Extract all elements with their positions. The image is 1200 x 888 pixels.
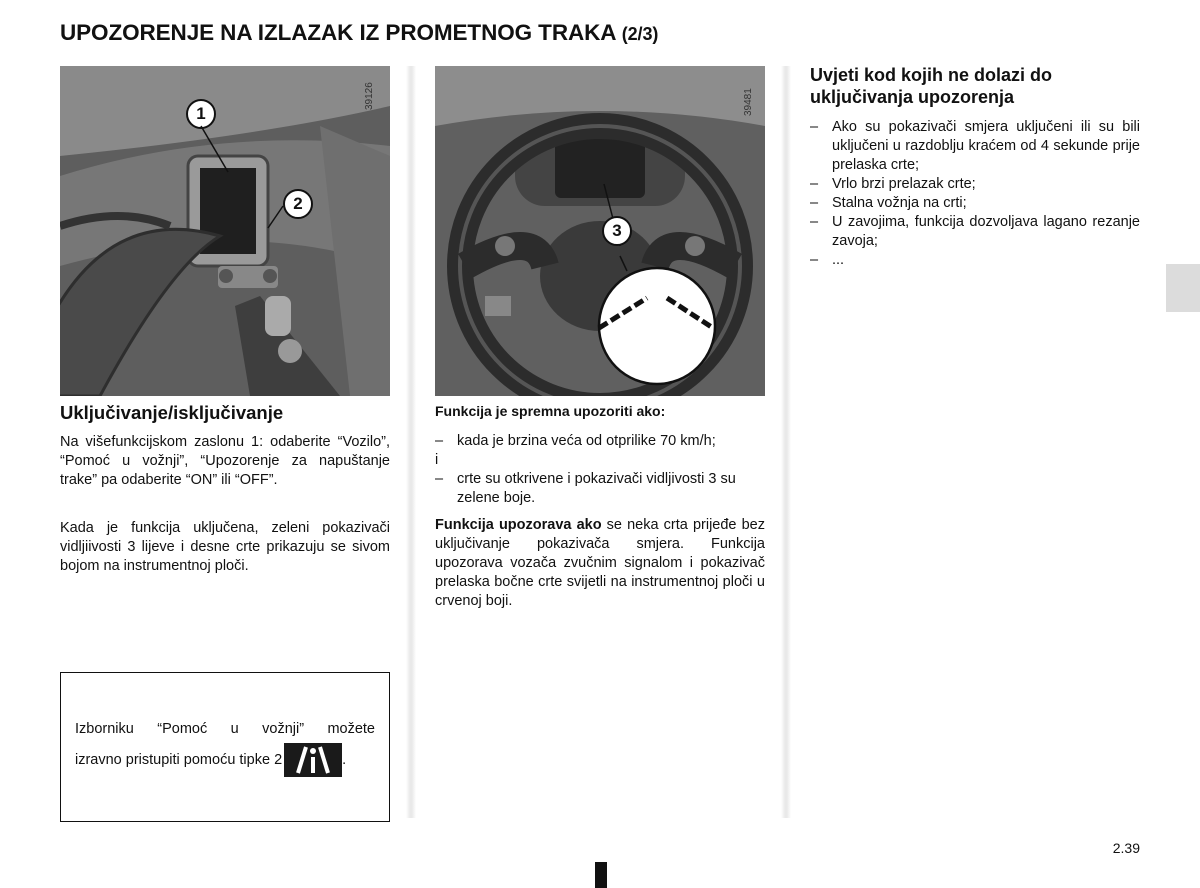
column-divider xyxy=(406,66,416,818)
magnified-lane-indicator xyxy=(435,66,765,396)
list-item: – Vrlo brzi prelazak crte; xyxy=(810,176,976,192)
section-heading: Uvjeti kod kojih ne dolazi do uključivanja upozorenja xyxy=(810,65,1053,107)
section-heading: Uključivanje/isključivanje xyxy=(60,402,284,423)
callout-3: 3 xyxy=(602,216,632,246)
note-text: Izborniku “Pomoć u vožnji” možete xyxy=(75,721,375,737)
paragraph: Funkcija upozorava ako se neka crta prijeđe bez uključivanje pokazivača smjera. Funkcija upozorava vozača zvučnim signalom i pokazivač prelaska bočne crte svijetli na instrumentnoj ploči u crvenoj boji. xyxy=(435,517,765,609)
driving-assist-key-icon xyxy=(284,743,342,777)
paragraph: Na višefunkcijskom zaslonu 1: odaberite “Vozilo”, “Pomoć u vožnji”, “Upozorenje za napuštanje trake” pa odaberite “ON” ili “OFF”. xyxy=(60,434,390,488)
note-text: izravno pristupiti pomoću tipke 2 . xyxy=(75,743,385,777)
conditions-list xyxy=(435,432,765,508)
exceptions-list xyxy=(810,118,1140,270)
figure-code: 39481 xyxy=(743,88,754,116)
page-marker xyxy=(595,862,607,888)
leader-lines xyxy=(0,0,400,400)
section-heading: Funkcija je spremna upozoriti ako: xyxy=(435,403,666,419)
callout-2: 2 xyxy=(283,189,313,219)
page-number: 2.39 xyxy=(1112,840,1140,856)
page-title: UPOZORENJE NA IZLAZAK IZ PROMETNOG TRAKA (2/3) xyxy=(60,20,659,45)
callout-1: 1 xyxy=(186,99,216,129)
list-item: – U zavojima, funkcija dozvoljava lagano rezanje zavoja; xyxy=(810,214,1140,249)
figure-code: 39126 xyxy=(364,82,375,110)
list-item: – Stalna vožnja na crti; xyxy=(810,195,967,211)
list-item: – crte su otkrivene i pokazivači vidljivosti 3 su zelene boje. xyxy=(435,471,736,506)
list-connector: i xyxy=(435,452,439,468)
title-suffix: (2/3) xyxy=(621,24,659,44)
paragraph: Kada je funkcija uključena, zeleni pokazivači vidljiivosti 3 lijeve i desne crte prikazuju se sivom bojom na instrumentnoj ploči. xyxy=(60,520,390,574)
note-box xyxy=(60,672,390,822)
list-item: – Ako su pokazivači smjera uključeni ili su bili uključeni u razdoblju kraćem od 4 sekunde prije prelaska crte; xyxy=(810,119,1140,173)
column-divider xyxy=(781,66,791,818)
list-item: – ... xyxy=(810,252,845,268)
chapter-tab xyxy=(1166,264,1200,312)
list-item: – kada je brzina veća od otprilike 70 km/h; xyxy=(435,433,716,449)
